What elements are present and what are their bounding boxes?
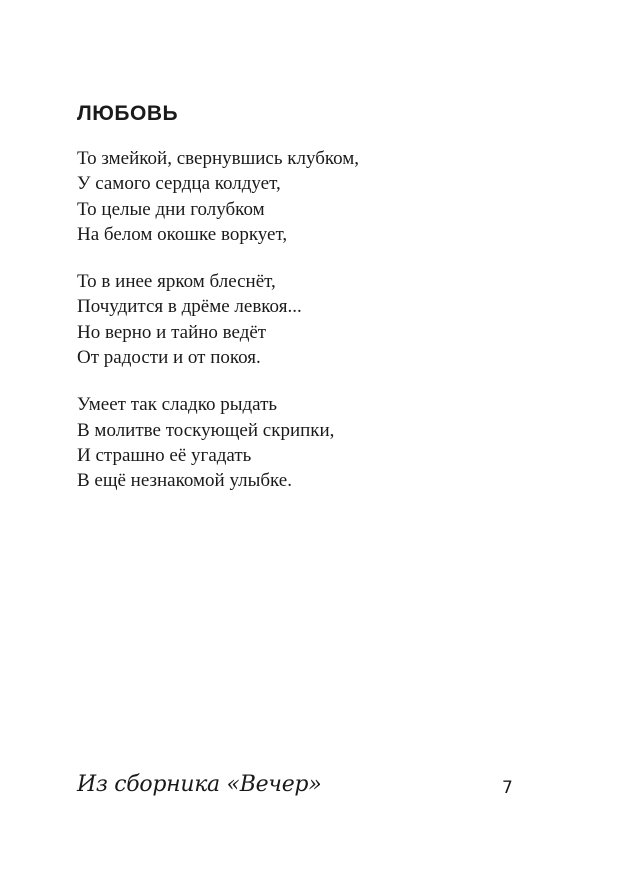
poem-line: И страшно её угадать xyxy=(77,444,252,466)
poem-line: На белом окошке воркует, xyxy=(77,223,288,245)
poem-line: То целые дни голубком xyxy=(77,198,265,220)
poem-body xyxy=(77,146,537,516)
poem-line: В молитве тоскующей скрипки, xyxy=(77,419,335,441)
stanza-2 xyxy=(77,269,537,370)
poem-line: Но верно и тайно ведёт xyxy=(77,321,267,343)
page-number: 7 xyxy=(502,778,513,798)
collection-source-caption: Из сборника «Вечер» xyxy=(77,772,322,797)
poem-line: Почудится в дрёме левкоя... xyxy=(77,296,302,318)
stanza-3 xyxy=(77,392,537,493)
poem-line: В ещё незнакомой улыбке. xyxy=(77,470,292,492)
stanza-1 xyxy=(77,146,537,247)
poem-line: То в инее ярком блеснёт, xyxy=(77,271,276,293)
poem-line: Умеет так сладко рыдать xyxy=(77,394,278,416)
poem-line: То змейкой, свернувшись клубком, xyxy=(77,148,360,169)
poem-line: У самого сердца колдует, xyxy=(77,173,281,195)
poem-line: От радости и от покоя. xyxy=(77,347,261,369)
poem-title: ЛЮБОВЬ xyxy=(77,102,179,125)
